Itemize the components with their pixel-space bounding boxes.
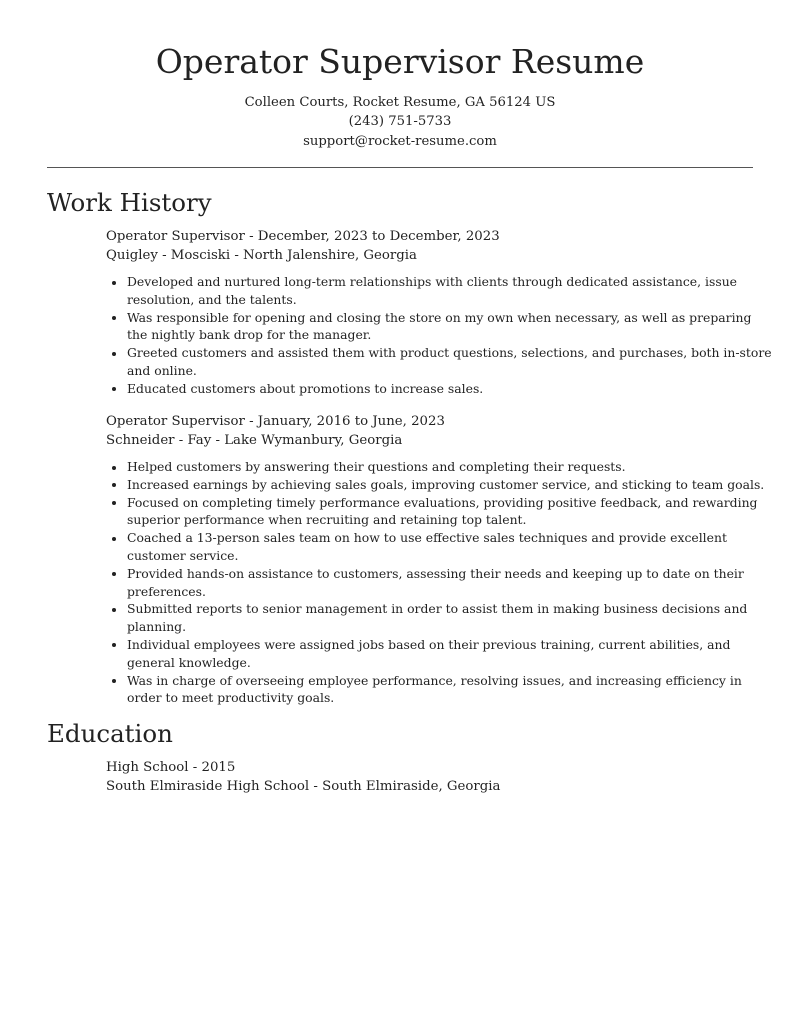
job-employer-location: Schneider - Fay - Lake Wymanbury, Georgia [106, 433, 403, 449]
list-item: Developed and nurtured long-term relationships with clients through dedicated assistance, issue resolution, and the talents. [127, 273, 775, 309]
list-item: Provided hands-on assistance to customers, assessing their needs and keeping up to date on their preferences. [127, 565, 775, 601]
job-entry-2 [106, 412, 756, 451]
list-item: Increased earnings by achieving sales goals, improving customer service, and sticking to team goals. [127, 476, 775, 494]
contact-info [0, 93, 800, 151]
list-item: Was in charge of overseeing employee performance, resolving issues, and increasing efficiency in order to meet productivity goals. [127, 672, 775, 708]
contact-address: Colleen Courts, Rocket Resume, GA 56124 US [244, 95, 556, 110]
contact-email: support@rocket-resume.com [303, 133, 497, 149]
list-item: Coached a 13-person sales team on how to use effective sales techniques and provide excellent customer service. [127, 529, 775, 565]
job-title-dates: Operator Supervisor - December, 2023 to December, 2023 [106, 229, 500, 244]
list-item: Educated customers about promotions to increase sales. [127, 380, 775, 398]
contact-phone: (243) 751-5733 [348, 114, 452, 130]
job-entry-1 [106, 227, 756, 266]
job-employer-location: Quigley - Mosciski - North Jalenshire, Georgia [106, 248, 417, 264]
list-item: Individual employees were assigned jobs based on their previous training, current abilities, and general knowledge. [127, 636, 775, 672]
education-school-location: South Elmiraside High School - South Elmiraside, Georgia [106, 779, 501, 795]
resume-title: Operator Supervisor Resume [155, 42, 645, 81]
list-item: Helped customers by answering their questions and completing their requests. [127, 458, 775, 476]
list-item: Was responsible for opening and closing the store on my own when necessary, as well as preparing the nightly bank drop for the manager. [127, 309, 775, 345]
list-item: Focused on completing timely performance evaluations, providing positive feedback, and rewarding superior performance when recruiting and retaining top talent. [127, 494, 775, 530]
list-item: Greeted customers and assisted them with product questions, selections, and purchases, both in-store and online. [127, 344, 775, 380]
education-degree-year: High School - 2015 [106, 760, 236, 775]
job-2-bullets [106, 458, 775, 707]
work-history-heading: Work History [47, 188, 212, 217]
education-heading: Education [47, 719, 173, 748]
job-title-dates: Operator Supervisor - January, 2016 to June, 2023 [106, 414, 445, 429]
education-entry-1 [106, 758, 756, 797]
job-1-bullets [106, 273, 775, 398]
list-item: Submitted reports to senior management in order to assist them in making business decisions and planning. [127, 600, 775, 636]
header-divider [47, 167, 753, 168]
